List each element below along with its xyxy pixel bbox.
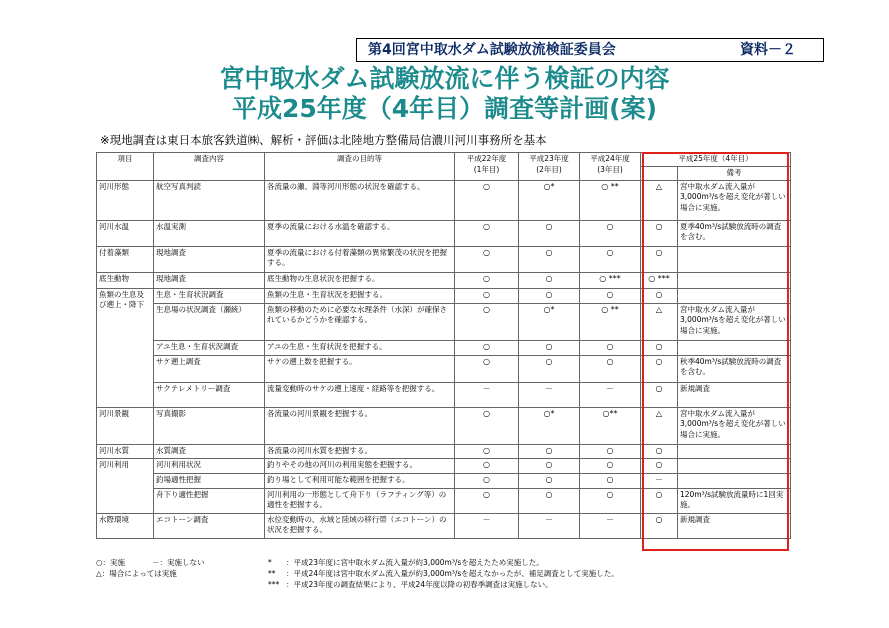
cell-y24: ○ xyxy=(580,340,641,355)
cell-y23: ○* xyxy=(519,180,580,220)
header-h24 xyxy=(580,153,641,181)
header-h24-sub: (3年目) xyxy=(597,164,623,174)
cell-note: 秋季40m³/s試験放流時の調査を含む。 xyxy=(678,355,791,382)
cell-y22: － xyxy=(455,513,519,538)
cell-purpose: 流量変動時のサケの遡上速度・経路等を把握する。 xyxy=(265,382,455,407)
cell-purpose: 夏季の流量における水温を確認する。 xyxy=(265,220,455,246)
table-row xyxy=(97,355,791,382)
cell-y24: － xyxy=(580,382,641,407)
main-title: 宮中取水ダム試験放流に伴う検証の内容 xyxy=(219,64,670,93)
legend-not-done: －：実施しない xyxy=(152,558,205,567)
cell-note xyxy=(678,288,791,303)
cell-y24: － xyxy=(580,513,641,538)
cell-purpose: 底生動物の生息状況を把握する。 xyxy=(265,272,455,288)
document-number: 資料－２ xyxy=(740,42,796,58)
header-h23-label: 平成23年度 xyxy=(529,154,569,163)
cell-item: 水際環境 xyxy=(97,513,154,538)
cell-y24: ○ ** xyxy=(580,303,641,340)
cell-item: 河川水質 xyxy=(97,444,154,458)
footnote-text-2: ：平成24年度は宮中取水ダム流入量が約3,000m³/sを超えなかったが、補足調査として実施した。 xyxy=(286,569,619,578)
cell-y23: ○ xyxy=(519,444,580,458)
cell-y25: ○ xyxy=(641,513,678,538)
cell-note: 新規調査 xyxy=(678,382,791,407)
cell-y24: ○** xyxy=(580,407,641,444)
header-purpose: 調査の目的等 xyxy=(265,153,455,181)
header-remarks: 備考 xyxy=(678,166,791,180)
cell-purpose: 夏季の流量における付着藻類の異常繁茂の状況を把握する。 xyxy=(265,246,455,272)
cell-item: 河川利用 xyxy=(97,458,154,513)
cell-y23: ○ xyxy=(519,288,580,303)
cell-y22: ○ xyxy=(455,473,519,488)
cell-y25: ○ xyxy=(641,458,678,473)
header-h22 xyxy=(455,153,519,181)
cell-note xyxy=(678,340,791,355)
cell-y23: － xyxy=(519,382,580,407)
cell-y25: △ xyxy=(641,303,678,340)
survey-plan-table xyxy=(96,152,791,539)
sub-title: 平成25年度（4年目）調査等計画(案) xyxy=(231,94,658,123)
cell-note xyxy=(678,246,791,272)
cell-purpose: 河川利用の一形態として舟下り（ラフティング等）の適性を把握する。 xyxy=(265,488,455,513)
cell-y24: ○ xyxy=(580,220,641,246)
cell-content: アユ生息・生育状況調査 xyxy=(154,340,265,355)
cell-y22: ○ xyxy=(455,407,519,444)
cell-content: 釣場適性把握 xyxy=(154,473,265,488)
legend-done: ○：実施 xyxy=(96,558,126,567)
cell-item: 魚類の生息及び遡上・降下 xyxy=(97,288,154,407)
cell-content: 河川利用状況 xyxy=(154,458,265,473)
table-row xyxy=(97,220,791,246)
cell-y24: ○ xyxy=(580,246,641,272)
cell-y24: ○ xyxy=(580,473,641,488)
cell-y25: ○ xyxy=(641,340,678,355)
cell-y25: － xyxy=(641,473,678,488)
cell-content: 現地調査 xyxy=(154,272,265,288)
cell-y22: ○ xyxy=(455,288,519,303)
cell-item: 河川形態 xyxy=(97,180,154,220)
table-row xyxy=(97,473,791,488)
cell-purpose: 釣りやその他の河川の利用実態を把握する。 xyxy=(265,458,455,473)
cell-y22: ○ xyxy=(455,444,519,458)
cell-y23: ○ xyxy=(519,220,580,246)
cell-content: エコトーン調査 xyxy=(154,513,265,538)
footnote-mark-3: *** xyxy=(268,580,280,589)
table-row xyxy=(97,458,791,473)
cell-note xyxy=(678,458,791,473)
cell-purpose: 魚類の生息・生育状況を把握する。 xyxy=(265,288,455,303)
cell-note: 宮中取水ダム流入量が3,000m³/sを超え変化が著しい場合に実施。 xyxy=(678,180,791,220)
cell-content: 生息場の状況調査（瀬統） xyxy=(154,303,265,340)
cell-purpose: 各流量の瀬、淵等河川形態の状況を確認する。 xyxy=(265,180,455,220)
cell-y24: ○ xyxy=(580,458,641,473)
cell-y25: ○ xyxy=(641,444,678,458)
cell-note: 120m³/s試験放流量時に1回実施。 xyxy=(678,488,791,513)
cell-y23: － xyxy=(519,513,580,538)
basis-note: ※現地調査は東日本旅客鉄道㈱、解析・評価は北陸地方整備局信濃川河川事務所を基本 xyxy=(100,133,547,147)
cell-y22: ○ xyxy=(455,220,519,246)
header-h23-sub: (2年目) xyxy=(536,164,562,174)
cell-content: 写真撮影 xyxy=(154,407,265,444)
cell-content: 水質調査 xyxy=(154,444,265,458)
table-row xyxy=(97,246,791,272)
cell-y23: ○* xyxy=(519,303,580,340)
header-h23 xyxy=(519,153,580,181)
cell-purpose: アユの生息・生育状況を把握する。 xyxy=(265,340,455,355)
cell-y22: ○ xyxy=(455,180,519,220)
cell-purpose: 水位変動時の、水域と陸域の移行帯（エコトーン）の状況を把握する。 xyxy=(265,513,455,538)
cell-y25: ○ xyxy=(641,355,678,382)
header-h24-label: 平成24年度 xyxy=(590,154,630,163)
cell-note xyxy=(678,444,791,458)
cell-y23: ○ xyxy=(519,458,580,473)
cell-y25: ○ *** xyxy=(641,272,678,288)
table-row xyxy=(97,488,791,513)
cell-y22: ○ xyxy=(455,488,519,513)
cell-y24: ○ xyxy=(580,288,641,303)
table-row xyxy=(97,513,791,538)
cell-y24: ○ ** xyxy=(580,180,641,220)
cell-y25: ○ xyxy=(641,220,678,246)
cell-content: サケ遡上調査 xyxy=(154,355,265,382)
cell-y24: ○ *** xyxy=(580,272,641,288)
table-row xyxy=(97,303,791,340)
cell-y24: ○ xyxy=(580,488,641,513)
cell-y23: ○ xyxy=(519,272,580,288)
cell-y23: ○ xyxy=(519,355,580,382)
cell-note: 宮中取水ダム流入量が3,000m³/sを超え変化が著しい場合に実施。 xyxy=(678,303,791,340)
header-h25: 平成25年度（4年目） xyxy=(641,153,791,167)
cell-y25: ○ xyxy=(641,246,678,272)
cell-content: 航空写真判読 xyxy=(154,180,265,220)
cell-y23: ○ xyxy=(519,340,580,355)
footnote-mark-2: ** xyxy=(268,569,276,578)
cell-content: 現地調査 xyxy=(154,246,265,272)
cell-y25: ○ xyxy=(641,288,678,303)
cell-y22: ○ xyxy=(455,246,519,272)
cell-note: 新規調査 xyxy=(678,513,791,538)
table-row xyxy=(97,288,791,303)
cell-item: 河川水温 xyxy=(97,220,154,246)
cell-y25: ○ xyxy=(641,488,678,513)
cell-y24: ○ xyxy=(580,444,641,458)
cell-y22: ○ xyxy=(455,355,519,382)
header-content: 調査内容 xyxy=(154,153,265,181)
cell-y23: ○* xyxy=(519,407,580,444)
table-row xyxy=(97,382,791,407)
cell-item: 河川景観 xyxy=(97,407,154,444)
cell-purpose: サケの遡上数を把握する。 xyxy=(265,355,455,382)
cell-purpose: 各流量の河川水質を把握する。 xyxy=(265,444,455,458)
cell-note: 夏季40m³/s試験放流時の調査を含む。 xyxy=(678,220,791,246)
table-row xyxy=(97,272,791,288)
committee-title: 第4回宮中取水ダム試験放流検証委員会 xyxy=(368,42,616,58)
cell-y25: △ xyxy=(641,180,678,220)
cell-y23: ○ xyxy=(519,246,580,272)
header-h25-blank xyxy=(641,166,678,180)
cell-content: 水温実測 xyxy=(154,220,265,246)
cell-note xyxy=(678,473,791,488)
cell-y22: ○ xyxy=(455,458,519,473)
legend-conditional: △：場合によっては実施 xyxy=(96,569,177,578)
cell-y24: ○ xyxy=(580,355,641,382)
table-row xyxy=(97,180,791,220)
table-row xyxy=(97,340,791,355)
cell-content: 生息・生育状況調査 xyxy=(154,288,265,303)
cell-item: 付着藻類 xyxy=(97,246,154,272)
footnote-mark-1: * xyxy=(268,558,272,567)
cell-y22: ○ xyxy=(455,340,519,355)
cell-content: 舟下り適性把握 xyxy=(154,488,265,513)
table-row xyxy=(97,407,791,444)
header-item: 項目 xyxy=(97,153,154,181)
cell-item: 底生動物 xyxy=(97,272,154,288)
cell-y25: △ xyxy=(641,407,678,444)
cell-y22: ○ xyxy=(455,303,519,340)
cell-y23: ○ xyxy=(519,473,580,488)
footnote-text-1: ：平成23年度に宮中取水ダム流入量が約3,000m³/sを超えたため実施した。 xyxy=(286,558,544,567)
cell-y23: ○ xyxy=(519,488,580,513)
footnote-text-3: ：平成23年度の調査結果により、平成24年度以降の初春季調査は実施しない。 xyxy=(286,580,553,589)
cell-y22: － xyxy=(455,382,519,407)
cell-note: 宮中取水ダム流入量が3,000m³/sを超え変化が著しい場合に実施。 xyxy=(678,407,791,444)
header-h22-label: 平成22年度 xyxy=(466,154,507,163)
cell-y22: ○ xyxy=(455,272,519,288)
cell-purpose: 釣り場として利用可能な範囲を把握する。 xyxy=(265,473,455,488)
cell-note xyxy=(678,272,791,288)
cell-y25: ○ xyxy=(641,382,678,407)
cell-content: サクテレメトリー調査 xyxy=(154,382,265,407)
cell-purpose: 各流量の河川景観を把握する。 xyxy=(265,407,455,444)
header-h22-sub: (1年目) xyxy=(473,164,500,174)
cell-purpose: 魚類の移動のために必要な水理条件（水深）が確保されているかどうかを確認する。 xyxy=(265,303,455,340)
table-row xyxy=(97,444,791,458)
